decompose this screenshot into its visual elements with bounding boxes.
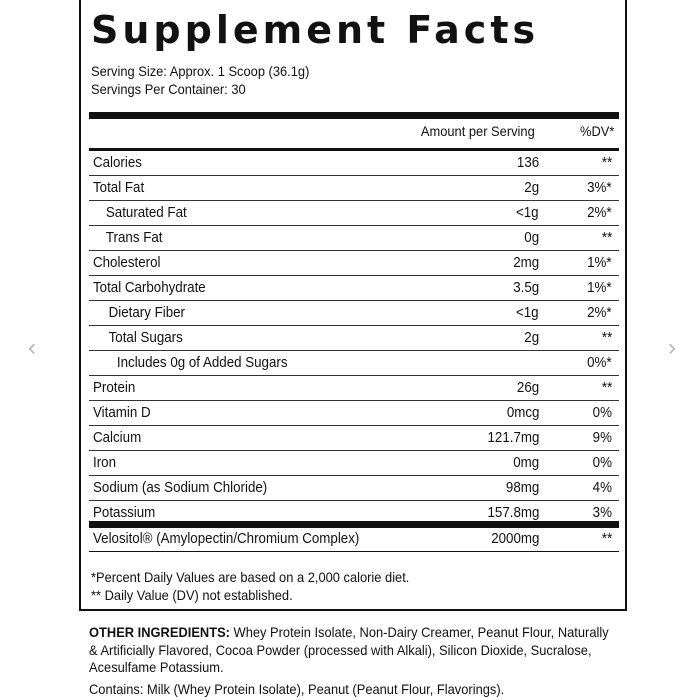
nutrient-daily-value: 3%* [587,180,612,196]
nutrient-amount: 157.8mg [487,505,539,521]
panel-title: Supplement Facts [91,8,540,52]
nutrient-row [89,276,619,301]
nutrient-label: Vitamin D [93,405,151,421]
proprietary-row [89,528,619,550]
thick-divider-top [89,112,619,119]
nutrient-daily-value: 1%* [587,280,612,296]
nutrient-daily-value: ** [601,230,612,246]
ingredients-line-3: Acesulfame Potassium. [89,659,224,675]
nutrient-row [89,176,619,201]
nutrient-amount: 0g [524,230,539,246]
nutrient-label: Iron [93,455,116,471]
nutrient-label: Saturated Fat [105,205,187,221]
nutrient-label: Total Sugars [108,330,183,346]
servings-per-container: Servings Per Container: 30 [91,81,246,97]
footnote-daily-values: *Percent Daily Values are based on a 2,000 calorie diet. [91,569,410,585]
supplement-facts-panel [79,0,627,611]
nutrient-row [89,301,619,326]
nutrient-label: Includes 0g of Added Sugars [116,355,288,371]
nutrient-amount: 136 [516,155,539,171]
nutrient-amount: 0mg [513,455,539,471]
allergen-statement: Contains: Milk (Whey Protein Isolate), Peanut (Peanut Flour, Flavorings). [89,681,505,697]
nutrient-daily-value: ** [601,531,612,547]
nutrient-label: Total Fat [93,180,145,196]
ingredients-line-2: & Artificially Flavored, Cocoa Powder (processed with Alkali), Silicon Dioxide, Sucralose, [89,641,592,658]
ingredients-line-1 [89,624,623,642]
nutrient-daily-value: 1%* [587,255,612,271]
chevron-right-icon[interactable]: › [668,334,676,361]
nutrient-amount: 26g [516,380,539,396]
nutrient-label: Calories [93,155,142,171]
nutrient-amount: 2000mg [490,531,539,547]
chevron-left-icon[interactable]: ‹ [28,334,36,361]
amount-per-serving-header: Amount per Serving [421,123,535,139]
nutrient-daily-value: 3% [592,505,612,521]
nutrient-amount: 2mg [513,255,539,271]
nutrient-label: Dietary Fiber [108,305,185,321]
nutrient-label: Velositol® (Amylopectin/Chromium Complex) [93,531,360,547]
nutrient-daily-value: 4% [592,480,612,496]
nutrient-row [89,226,619,251]
ingredients-text: Whey Protein Isolate, Non-Dairy Creamer, Peanut Flour, Naturally [229,624,609,640]
nutrient-row [89,326,619,351]
nutrient-daily-value: ** [601,380,612,396]
nutrient-row [89,376,619,401]
nutrient-label: Cholesterol [93,255,161,271]
nutrient-row [89,401,619,426]
daily-value-header: %DV* [579,123,614,139]
other-ingredients [89,624,669,677]
nutrient-row [89,426,619,451]
nutrient-row [89,201,619,226]
nutrient-label: Potassium [93,505,156,521]
nutrient-amount: 121.7mg [487,430,539,446]
nutrient-daily-value: 0% [592,405,612,421]
nutrient-row [89,351,619,376]
nutrient-amount: 2g [524,330,539,346]
nutrient-daily-value: 9% [592,430,612,446]
ingredients-heading: OTHER INGREDIENTS: [89,624,230,640]
nutrient-label: Protein [93,380,136,396]
nutrient-label: Trans Fat [105,230,163,246]
serving-size: Serving Size: Approx. 1 Scoop (36.1g) [91,63,310,79]
nutrient-amount: <1g [516,305,539,321]
nutrient-daily-value: ** [601,155,612,171]
nutrient-amount: <1g [516,205,539,221]
nutrient-row [89,451,619,476]
nutrient-daily-value: 2%* [587,205,612,221]
nutrient-amount: 2g [524,180,539,196]
thick-divider-bottom [89,521,619,528]
nutrient-label: Sodium (as Sodium Chloride) [93,480,268,496]
nutrient-amount: 3.5g [513,280,539,296]
nutrient-daily-value: ** [601,330,612,346]
nutrient-daily-value: 0%* [587,355,612,371]
footnote-not-established: ** Daily Value (DV) not established. [91,587,293,603]
nutrient-label: Calcium [93,430,142,446]
nutrient-row [89,476,619,501]
nutrient-amount: 0mcg [506,405,539,421]
nutrient-daily-value: 0% [592,455,612,471]
nutrient-table [89,151,619,525]
nutrient-label: Total Carbohydrate [93,280,206,296]
footnote-divider [89,551,619,552]
nutrient-daily-value: 2%* [587,305,612,321]
nutrient-row [89,151,619,176]
nutrient-amount: 98mg [505,480,539,496]
nutrient-row [89,251,619,276]
